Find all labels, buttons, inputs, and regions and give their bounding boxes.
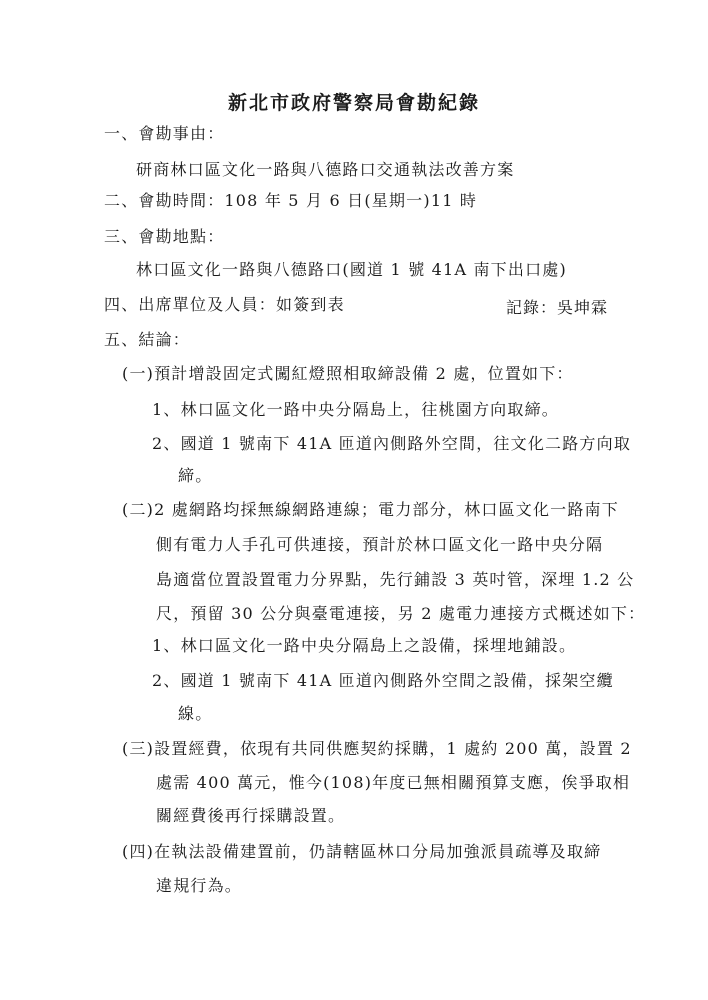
conclusion-3-line-1: (三)設置經費，依現有共同供應契約採購，1 處約 200 萬，設置 2 — [122, 739, 632, 758]
conclusion-2-item-1: 1、林口區文化一路中央分隔島上之設備，採埋地鋪設。 — [152, 636, 577, 655]
conclusion-1: (一)預計增設固定式闖紅燈照相取締設備 2 處，位置如下： — [122, 364, 574, 383]
section-1-text: 研商林口區文化一路與八德路口交通執法改善方案 — [136, 160, 515, 179]
conclusion-1-item-1: 1、林口區文化一路中央分隔島上，往桃園方向取締。 — [152, 400, 559, 419]
section-3-label: 三、會勘地點： — [104, 227, 225, 246]
conclusion-4-line-2: 違規行為。 — [156, 876, 243, 895]
conclusion-4-line-1: (四)在執法設備建置前，仍請轄區林口分局加強派員疏導及取締 — [122, 842, 602, 861]
conclusion-2-item-2-cont: 線。 — [178, 704, 213, 723]
conclusion-1-item-2: 2、國道 1 號南下 41A 匝道內側路外空間，往文化二路方向取 — [152, 434, 632, 453]
section-1-label: 一、會勘事由： — [104, 124, 225, 143]
conclusion-2-line-3: 島適當位置設置電力分界點，先行鋪設 3 英吋管，深埋 1.2 公 — [156, 570, 635, 589]
document-title: 新北市政府警察局會勘紀錄 — [227, 92, 480, 114]
recorder: 記錄：吳坤霖 — [505, 298, 608, 317]
section-3-text: 林口區文化一路與八德路口(國道 1 號 41A 南下出口處) — [136, 260, 567, 279]
section-5-label: 五、結論： — [104, 330, 191, 349]
conclusion-3-line-3: 關經費後再行採購設置。 — [156, 806, 346, 825]
conclusion-2-line-1: (二)2 處網路均採無線網路連線；電力部分，林口區文化一路南下 — [122, 500, 619, 519]
conclusion-1-item-2-cont: 締。 — [178, 466, 213, 485]
conclusion-2-line-2: 側有電力人手孔可供連接，預計於林口區文化一路中央分隔 — [156, 535, 604, 554]
conclusion-3-line-2: 處需 400 萬元，惟今(108)年度已無相關預算支應，俟爭取相 — [156, 773, 631, 792]
conclusion-2-item-2: 2、國道 1 號南下 41A 匝道內側路外空間之設備，採架空纜 — [152, 671, 614, 690]
section-2: 二、會勘時間：108 年 5 月 6 日(星期一)11 時 — [104, 191, 478, 210]
section-4: 四、出席單位及人員：如簽到表 — [104, 295, 345, 314]
conclusion-2-line-4: 尺，預留 30 公分與臺電連接，另 2 處電力連接方式概述如下： — [156, 604, 646, 623]
